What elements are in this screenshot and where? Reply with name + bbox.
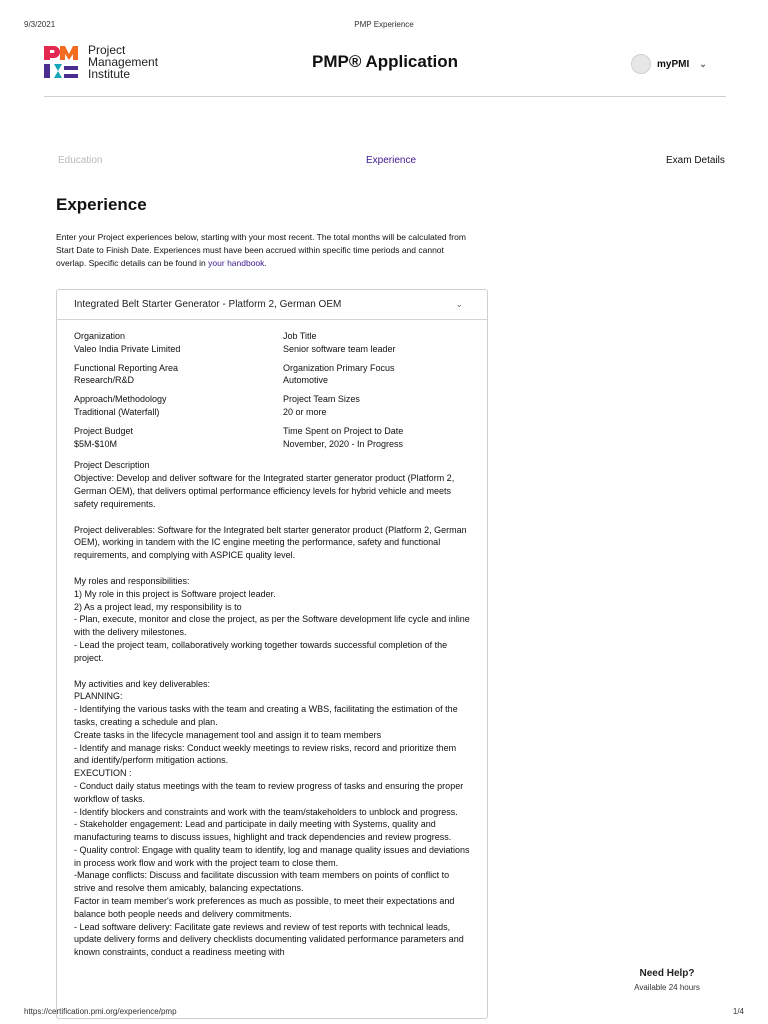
step-education[interactable]: Education <box>58 155 103 166</box>
avatar <box>631 54 651 74</box>
field-functional-area <box>74 362 283 388</box>
field-job-title <box>283 330 483 356</box>
field-label: Job Title <box>283 331 317 341</box>
description-activities: My activities and key deliverables: PLANNING: - Identifying the various tasks with the team and creating a WBS, facilitating the estimation of the tasks, creating a schedule and plan. Create tasks in the lifecycle management tool and assign it to team members - Identify and manage risks: Conduct weekly meetings to review risks, record and prioritize them and identify/perform mitigation actions. EXECUTION : - Conduct daily status meetings with the team to review progress of tasks and ensuring the proper workflow of tasks. - Identify blockers and constraints and work with the team/stakeholders to unblock and progress. - Stakeholder engagement: Lead and participate in daily meeting with Systems, quality and manufacturing teams to discuss issues, highlight and track dependencies and review progress. - Quality control: Engage with quality team to identify, log and manage quality issues and deviations in process work flow and work with the project team to close them. -Manage conflicts: Discuss and facilitate discussion with team members on points of conflict to strive and resolve them amicably, balancing expectations. Factor in team member's work preferences as much as possible, to meet their expectations and balance both people needs and delivery commitments. - Lead software delivery: Facilitate gate reviews and review of test reports with technical leads, update delivery forms and delivery checklists documenting validated performance parameters and known constraints, conduct a readiness meeting with <box>74 678 470 958</box>
print-page-number: 1/4 <box>732 1007 744 1016</box>
experience-card-title: Integrated Belt Starter Generator - Platform 2, German OEM <box>74 299 342 310</box>
field-label: Organization Primary Focus <box>283 362 395 373</box>
description-deliverables: Project deliverables: Software for the Integrated belt starter generator product (Platform 2, German OEM), working in tandem with the IC engine meeting the performance, safety and functional requirements, and complying with ASPICE quality level. <box>74 524 467 561</box>
print-date: 9/3/2021 <box>24 20 56 29</box>
page-title: Experience <box>56 195 147 214</box>
field-value: Valeo India Private Limited <box>74 343 181 354</box>
field-time-spent <box>283 425 483 451</box>
field-value: November, 2020 - In Progress <box>283 438 404 449</box>
logo-line-3: Institute <box>88 67 131 81</box>
field-label: Project Team Sizes <box>283 394 360 405</box>
field-organization <box>74 330 283 356</box>
help-subtitle: Available 24 hours <box>634 983 700 992</box>
field-label: Functional Reporting Area <box>74 362 179 373</box>
header-divider <box>44 96 726 97</box>
chevron-down-icon: ⌄ <box>699 58 707 69</box>
field-value: 20 or more <box>283 406 327 417</box>
print-title: PMP Experience <box>354 20 414 29</box>
help-title: Need Help? <box>639 968 695 979</box>
experience-card-body <box>57 320 487 959</box>
field-value: Automotive <box>283 375 329 386</box>
handbook-link[interactable]: your handbook <box>208 258 265 268</box>
description-label: Project Description <box>74 460 150 471</box>
experience-card <box>56 289 488 1019</box>
field-label: Approach/Methodology <box>74 394 167 405</box>
step-exam-details[interactable]: Exam Details <box>666 155 725 166</box>
print-url: https://certification.pmi.org/experience/pmp <box>24 1007 177 1016</box>
field-value: $5M-$10M <box>74 438 118 449</box>
chevron-down-icon[interactable]: ⌄ <box>455 299 463 309</box>
field-label: Time Spent on Project to Date <box>283 425 404 436</box>
field-value: Senior software team leader <box>283 343 396 354</box>
intro-text <box>56 231 476 270</box>
field-label: Organization <box>74 331 126 341</box>
user-menu[interactable] <box>631 54 707 74</box>
logo-line-2: Management <box>88 55 159 69</box>
description-roles: My roles and responsibilities: 1) My role in this project is Software project leader. 2) As a project lead, my responsibility is to - Plan, execute, monitor and close the project, as per the Software development life cycle and inline with the delivery milestones. - Lead the project team, collaboratively working together towards successful completion of the project. <box>74 575 470 663</box>
field-methodology <box>74 393 283 419</box>
user-menu-label: myPMI <box>657 58 690 70</box>
logo-line-1: Project <box>88 43 126 57</box>
field-team-size <box>283 393 483 419</box>
field-budget <box>74 425 283 451</box>
description-objective: Objective: Develop and deliver software for the Integrated starter generator product (Platform 2, German OEM), that delivers optimal performance efficiency levels for hybrid vehicle and meets safety requirements. <box>74 473 455 509</box>
experience-card-header[interactable] <box>57 290 487 320</box>
field-label: Project Budget <box>74 425 134 436</box>
field-value: Research/R&D <box>74 375 135 386</box>
field-primary-focus <box>283 362 483 388</box>
need-help-widget[interactable] <box>612 968 722 992</box>
field-value: Traditional (Waterfall) <box>74 406 160 417</box>
app-title: PMP® Application <box>311 52 458 71</box>
experience-fields <box>74 330 470 450</box>
intro-body: Enter your Project experiences below, starting with your most recent. The total months will be calculated from Start Date to Finish Date. Experiences must have been accrued within specific time periods and cannot overlap. Specific details can be found in <box>56 232 466 268</box>
intro-end: . <box>264 258 267 268</box>
step-experience[interactable]: Experience <box>366 155 417 166</box>
